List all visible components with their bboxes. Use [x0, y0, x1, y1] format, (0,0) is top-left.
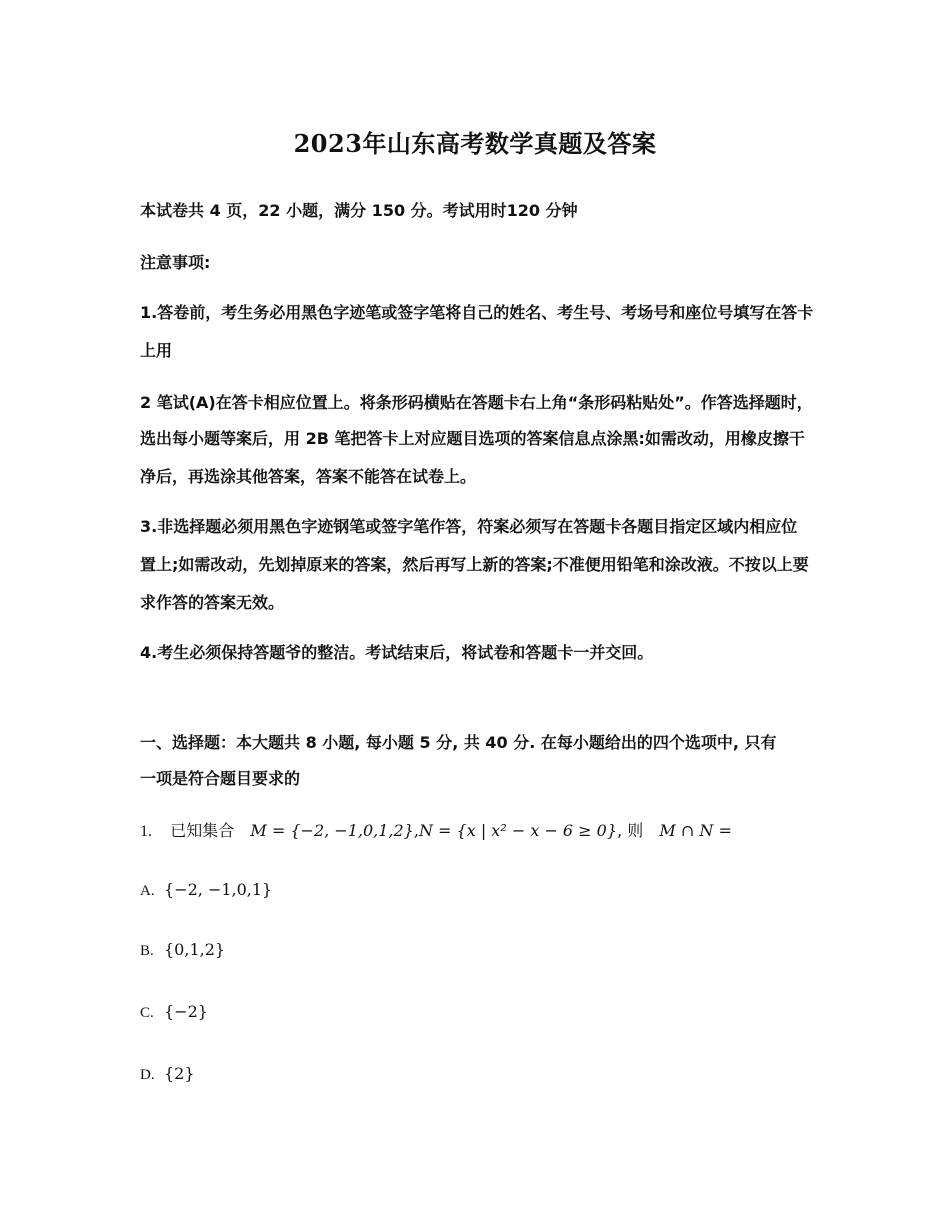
- note-2-line-3: 净后，再选涂其他答案，答案不能答在试卷上。: [140, 467, 477, 486]
- option-label: A.: [140, 883, 155, 899]
- note-1-line-1: 1.答卷前，考生务必用黑色字迹笔或签字笔将自己的姓名、考生号、考场号和座位号填写在答卡: [140, 303, 814, 322]
- option-value: {0,1,2}: [164, 940, 226, 959]
- option-label: B.: [140, 943, 154, 959]
- option-label: D.: [140, 1067, 155, 1083]
- note-2-line-2: 选出每小题等案后，用 2B 笔把答卡上对应题目选项的答案信息点涂黑:如需改动，用橡皮擦干: [140, 429, 805, 448]
- set-n: N = {x | x² − x − 6 ≥ 0}: [418, 821, 618, 840]
- section1-heading-line-1: 一、选择题：本大题共 8 小题, 每小题 5 分, 共 40 分. 在每小题给出的四个选项中, 只有: [140, 733, 777, 752]
- note-3-line-1: 3.非选择题必须用黑色字迹钢笔或签字笔作答，符案必须写在答题卡各题目指定区域内相应位: [140, 517, 798, 536]
- option-value: {2}: [164, 1064, 195, 1083]
- set-m: M = {−2, −1,0,1,2}: [250, 821, 414, 840]
- option-c: [140, 1002, 208, 1022]
- notes-heading: 注意事项:: [140, 253, 211, 272]
- option-value: {−2}: [164, 1002, 208, 1021]
- section1-heading-line-2: 一项是符合题目要求的: [140, 769, 301, 788]
- page-title: 2023年山东高考数学真题及答案: [293, 129, 657, 158]
- question-ask: M ∩ N =: [659, 821, 732, 840]
- question-prefix: 已知集合: [170, 821, 235, 840]
- question-1: [140, 818, 732, 841]
- intro-text: 本试卷共 4 页，22 小题，满分 150 分。考试用时120 分钟: [140, 201, 578, 220]
- note-2-line-1: 2 笔试(A)在答卡相应位置上。将条形码横贴在答题卡右上角“条形码粘贴处”。作答选择题时，: [140, 393, 813, 412]
- note-3-line-2: 置上;如需改动，先划掉原来的答案，然后再写上新的答案;不准便用铅笔和涂改液。不按以上要: [140, 555, 809, 574]
- note-4-line-1: 4.考生必须保持答题爷的整洁。考试结束后，将试卷和答题卡一并交回。: [140, 643, 654, 662]
- option-value: {−2, −1,0,1}: [164, 880, 273, 899]
- question-number: 1.: [140, 823, 152, 840]
- option-label: C.: [140, 1005, 154, 1021]
- note-1-line-2: 上用: [140, 341, 173, 360]
- question-connector: , 则: [617, 821, 644, 840]
- option-b: [140, 940, 225, 960]
- option-d: [140, 1064, 195, 1084]
- note-3-line-3: 求作答的答案无效。: [140, 593, 285, 612]
- set-separator: ,: [413, 821, 419, 840]
- option-a: [140, 880, 272, 900]
